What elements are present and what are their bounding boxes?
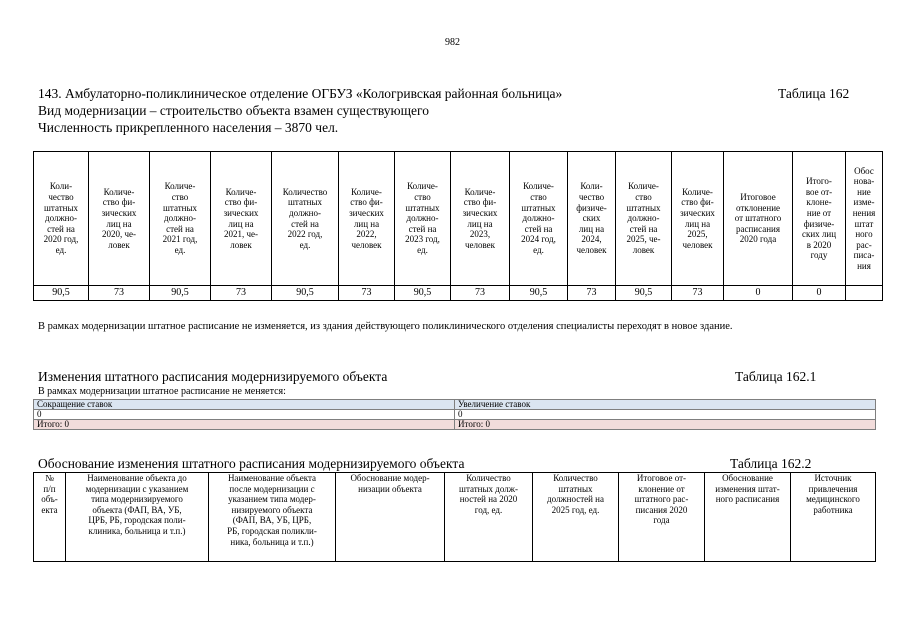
basis-header-cell: Наименование объекта после модернизации с указанием типа модер- низируемого объекта (ФАП, ВА, УБ, ЦРБ, РБ, городская поликли- ника, больница и т.п.) [209, 473, 336, 562]
changes-value-row [34, 410, 876, 420]
value-cell: 90,5 [272, 286, 339, 301]
basis-header-cell: Обоснование модер- низации объекта [336, 473, 445, 562]
reduction-header: Сокращение ставок [34, 400, 455, 410]
value-cell: 90,5 [395, 286, 451, 301]
basis-table [33, 472, 876, 562]
modernization-note: В рамках модернизации штатное расписание не изменяется, из здания действующего поликлинического отделения специалисты переходят в новое здание. [38, 321, 733, 332]
header-cell: Коли- чество физиче- ских лиц на 2024, человек [568, 152, 616, 286]
document-title: 143. Амбулаторно-поликлиническое отделение ОГБУЗ «Кологривская районная больница» [38, 86, 563, 101]
basis-header-cell: Источник привлечения медицинского работника [791, 473, 876, 562]
value-cell: 73 [672, 286, 724, 301]
modernization-type: Вид модернизации – строительство объекта взамен существующего [38, 103, 429, 118]
reduction-total: Итого: 0 [34, 420, 455, 430]
header-cell: Количество штатных должно- стей на 2022 год, ед. [272, 152, 339, 286]
header-cell: Количе- ство фи- зических лиц на 2023, человек [451, 152, 510, 286]
staffing-header-row [34, 152, 883, 286]
header-cell: Количе- ство штатных должно- стей на 2024 год, ед. [510, 152, 568, 286]
value-cell: 73 [451, 286, 510, 301]
basis-header-row [34, 473, 876, 562]
value-cell: 90,5 [510, 286, 568, 301]
value-cell [846, 286, 883, 301]
header-cell: Количе- ство фи- зических лиц на 2022, человек [339, 152, 395, 286]
increase-header: Увеличение ставок [455, 400, 876, 410]
staffing-value-row [34, 286, 883, 301]
header-cell: Количе- ство штатных должно- стей на 2023 год, ед. [395, 152, 451, 286]
value-cell: 0 [724, 286, 793, 301]
table-162-1-label: Таблица 162.1 [735, 369, 817, 384]
staffing-table [33, 151, 883, 301]
header-cell: Количе- ство фи- зических лиц на 2021, че- ловек [211, 152, 272, 286]
changes-table [33, 399, 876, 430]
table-162-label: Таблица 162 [778, 86, 850, 101]
basis-header-cell: Обоснование изменения штат- ного расписания [705, 473, 791, 562]
population-line: Численность прикрепленного населения – 3870 чел. [38, 120, 339, 135]
changes-header-row [34, 400, 876, 410]
reduction-value: 0 [34, 410, 455, 420]
changes-total-row [34, 420, 876, 430]
changes-subtitle: В рамках модернизации штатное расписание не меняется: [38, 386, 286, 397]
value-cell: 90,5 [34, 286, 89, 301]
basis-header-cell: Итоговое от- клонение от штатного рас- писания 2020 года [619, 473, 705, 562]
value-cell: 73 [568, 286, 616, 301]
increase-value: 0 [455, 410, 876, 420]
header-cell: Количе- ство штатных должно- стей на 2025, че- ловек [616, 152, 672, 286]
header-cell: Коли- чество штатных должно- стей на 2020 год, ед. [34, 152, 89, 286]
header-cell: Итоговое отклонение от штатного расписания 2020 года [724, 152, 793, 286]
header-cell: Количе- ство штатных должно- стей на 2021 год, ед. [150, 152, 211, 286]
value-cell: 90,5 [616, 286, 672, 301]
basis-header-cell: № п/п объ- екта [34, 473, 66, 562]
changes-title: Изменения штатного расписания модернизируемого объекта [38, 369, 388, 384]
header-cell: Количе- ство фи- зических лиц на 2025, человек [672, 152, 724, 286]
value-cell: 90,5 [150, 286, 211, 301]
basis-header-cell: Количество штатных долж- ностей на 2020 год, ед. [445, 473, 533, 562]
page-number: 982 [445, 37, 460, 48]
header-cell: Итого- вое от- клоне- ние от физиче- ских лиц в 2020 году [793, 152, 846, 286]
increase-total: Итого: 0 [455, 420, 876, 430]
value-cell: 0 [793, 286, 846, 301]
basis-header-cell: Количество штатных должностей на 2025 год, ед. [533, 473, 619, 562]
basis-title: Обоснование изменения штатного расписания модернизируемого объекта [38, 456, 465, 471]
value-cell: 73 [211, 286, 272, 301]
header-cell: Обос нова- ние изме- нения штат ного рас- писа- ния [846, 152, 883, 286]
basis-header-cell: Наименование объекта до модернизации с указанием типа модернизируемого объекта (ФАП, ВА, УБ, ЦРБ, РБ, городская поли- клиника, больница и т.п.) [66, 473, 209, 562]
value-cell: 73 [339, 286, 395, 301]
header-cell: Количе- ство фи- зических лиц на 2020, че- ловек [89, 152, 150, 286]
value-cell: 73 [89, 286, 150, 301]
table-162-2-label: Таблица 162.2 [730, 456, 812, 471]
